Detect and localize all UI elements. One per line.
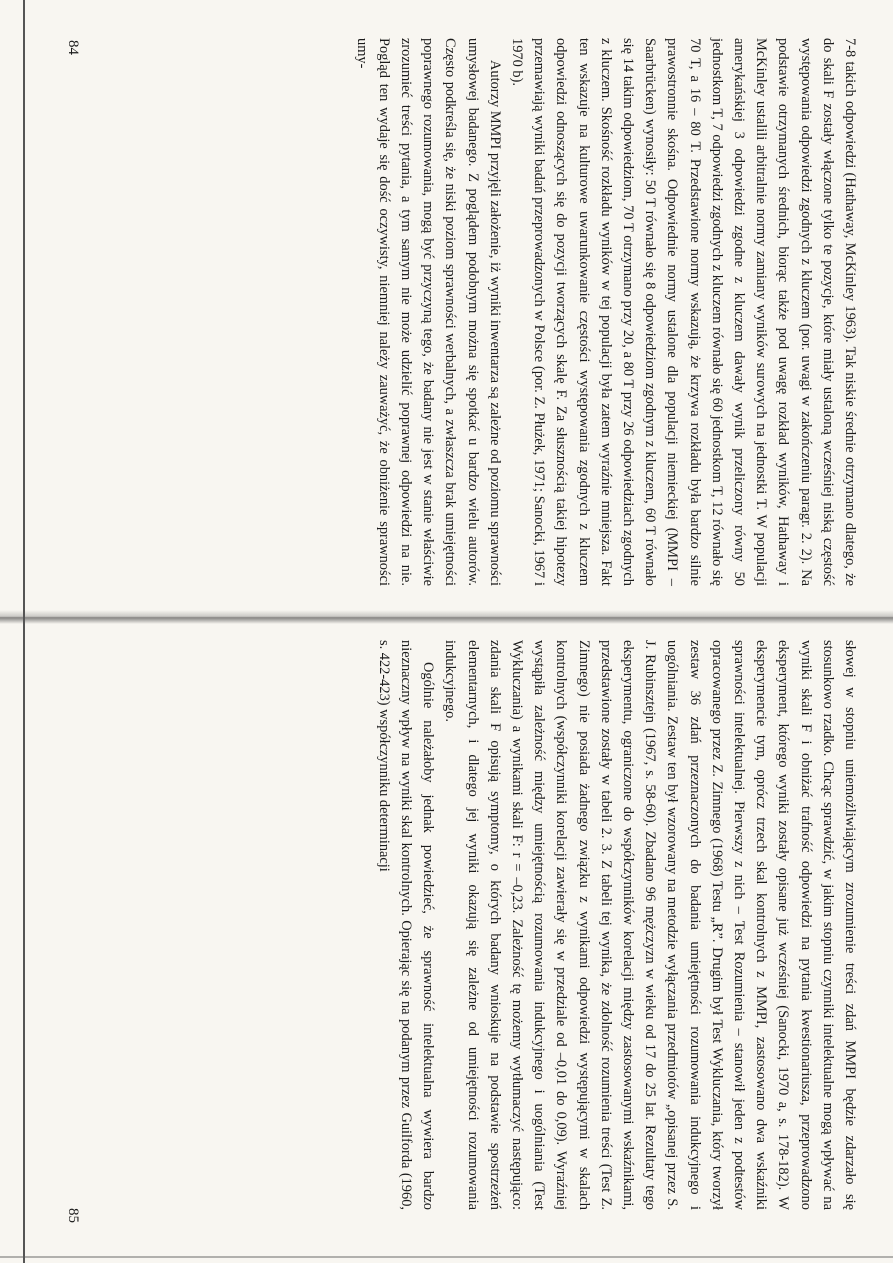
page-gutter [0,610,893,624]
left-paragraph-1: 7-8 takich odpowiedzi (Hathaway, McKinley 1963). Tak niskie średnie otrzymano dlatego, że do skali F zostały włączone tylko te pozycje, które miały ustaloną wcześniej niską częstość występowania odpowiedzi zgodnych z kluczem (por. uwagi w zakończeniu paragr. 2. 2). Na podstawie otrzymanych średnich, biorąc także pod uwagę rozkład wyników, Hathaway i McKinley ustalili arbitralnie normy zamiany wyników surowych na jednostki T. W populacji amerykańskiej 3 odpowiedzi zgodne z kluczem dawały wynik przeliczony równy 50 jednostkom T, 7 odpowiedzi zgodnych z kluczem równało się 60 jednostkom T, 12 równało się 70 T, a 16 – 80 T. Przedstawione normy wskazują, że krzywa rozkładu była bardzo silnie prawostronnie skośna. Odpowiednie normy ustalone dla populacji niemieckiej (MMPI – Saarbrücken) wynosiły: 50 T równało się 8 odpowiedziom zgodnym z kluczem, 60 T równało się 14 takim odpowiedziom, 70 T otrzymano przy 20, a 80 T przy 26 odpowiedziach zgodnych z kluczem. Skośność rozkładu wyników w tej populacji była zatem wyraźnie mniejsza. Fakt ten wskazuje na kulturowe uwarunkowanie częstości występowania zgodnych z kluczem odpowiedzi odnoszących się do pozycji tworzących skalę F. Za słusznością takiej hipotezy przemawiają wyniki badań przeprowadzonych w Polsce (por. Z. Płużek, 1971; Sanocki, 1967 i 1970 b). [508,38,858,586]
page-number-right: 85 [65,1208,81,1223]
right-paragraph-2: Ogólnie należałoby jednak powiedzieć, że sprawność intelektualna wywiera bardzo nieznaczny wpływ na wyniki skal kontrolnych. Opierając się na podanym przez Guilforda (1960, s. 422-423) współczynniku determinacji [375,640,437,1210]
left-paragraph-2: Autorzy MMPI przyjęli założenie, iż wyniki inwentarza są zależne od poziomu sprawności umysłowej badanego. Z poglądem podobnym można się spotkać u bardzo wielu autorów. Często podkreśla się, że niski poziom sprawności werbalnych, a zwłaszcza brak umiejętności poprawnego rozumowania, mogą być przyczyną tego, że badany nie jest w stanie właściwie zrozumieć treści pytania, a tym samym nie może udzielić poprawnej odpowiedzi na nie. Pogląd ten wydaje się dość oczywisty, niemniej należy zauważyć, że obniżenie sprawności umy- [353,38,503,586]
scan-edge-right [0,1256,893,1258]
scan-edge-line [23,0,25,1263]
page-number-left: 84 [65,40,81,55]
right-paragraph-1: słowej w stopniu uniemożliwiającym zrozumienie treści zdań MMPI będzie zdarzało się stosunkowo rzadko. Chcąc sprawdzić, w jakim stopniu czynniki intelektualne mogą wpływać na wyniki skali F i obniżać trafność odpowiedzi na pytania kwestionariusza, przeprowadzono eksperyment, którego wyniki zostały opisane już wcześniej (Sanocki, 1970 a, s. 178-182). W eksperymencie tym, oprócz trzech skal kontrolnych z MMPI, zastosowano dwa wskaźniki sprawności intelektualnej. Pierwszy z nich – Test Rozumienia – stanowił jeden z podtestów opracowanego przez Z. Zimnego (1968) Testu „R”. Drugim był Test Wykluczania, który tworzył zestaw 36 zdań przeznaczonych do badania umiejętności rozumowania indukcyjnego i uogólniania. Zestaw ten był wzorowany na metodzie wyłączania przedmiotów „opisanej przez S. J. Rubinsztejn (1967, s. 58-60). Zbadano 96 mężczyzn w wieku od 17 do 25 lat. Rezultaty tego eksperymentu, ograniczone do współczynników korelacji między zastosowanymi wskaźnikami, przedstawione zostały w tabeli 2. 3. Z tabeli tej wynika, że zdolność rozumienia treści (Test Z. Zimnego) nie posiada żadnego związku z wynikami odpowiedzi występującymi w skalach kontrolnych (współczynniki korelacji zawierały się w przedziale od –0,01 do 0,09). Wyraźniej wystąpiła zależność między umiejętnością rozumowania indukcyjnego i uogólniania (Test Wykluczania) a wynikami skali F: r = –0,23. Zależność tę możemy wytłumaczyć następująco: zdania skali F opisują symptomy, o których badany wnioskuje na podstawie spostrzeżeń elementarnych, i dlatego jej wyniki okazują się zależne od umiejętności rozumowania indukcyjnego. [442,640,858,1210]
right-page [373,640,861,1210]
left-page [350,38,861,586]
